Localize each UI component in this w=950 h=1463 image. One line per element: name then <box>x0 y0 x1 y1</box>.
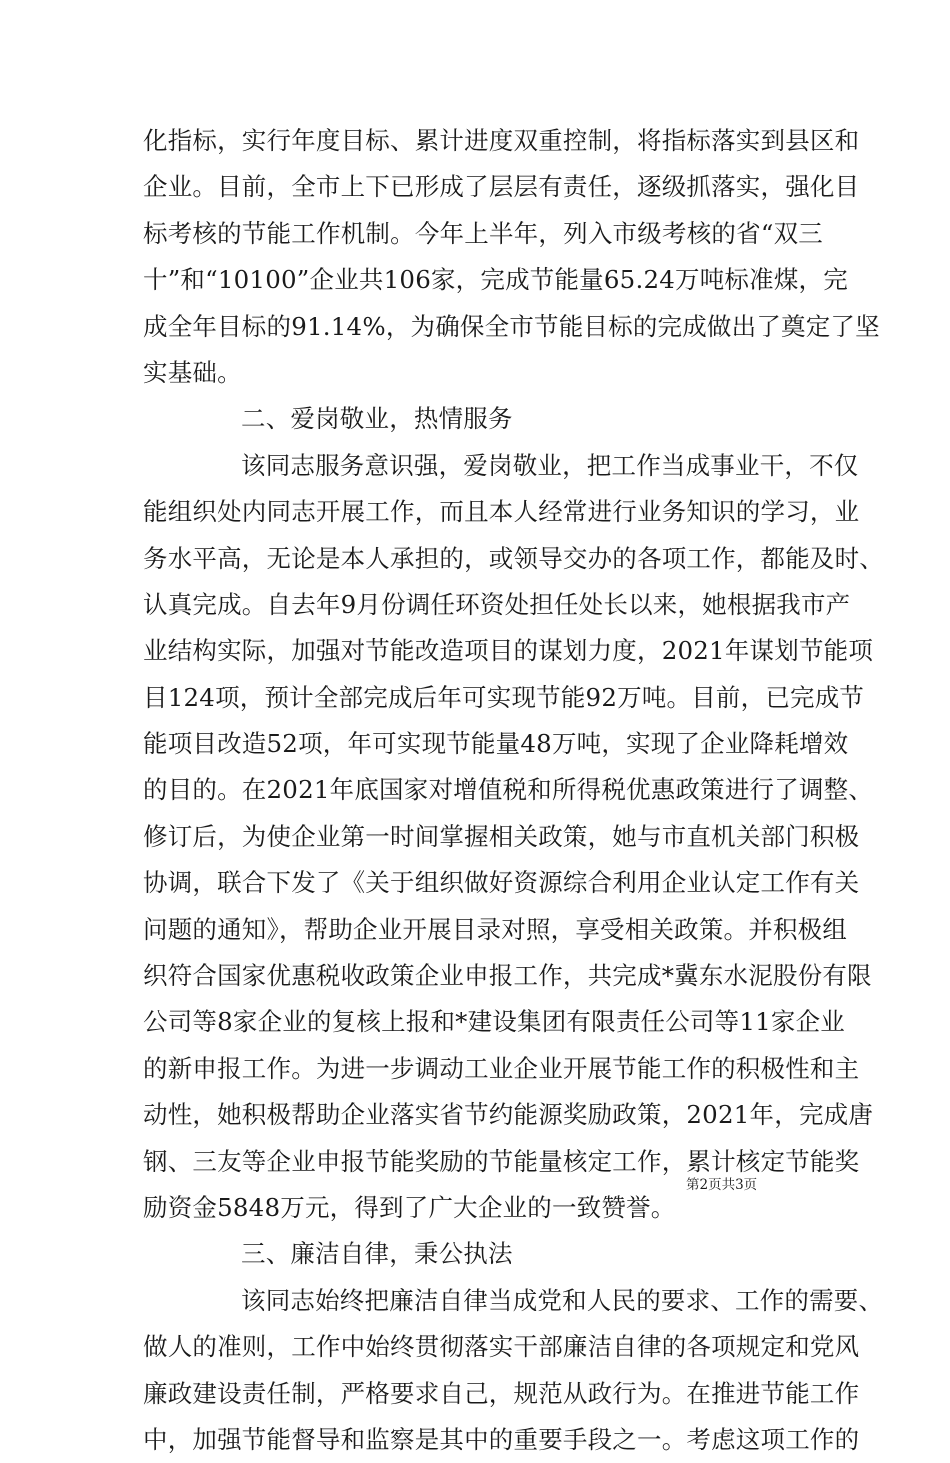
text-line: 能项目改造52项，年可实现节能量48万吨，实现了企业降耗增效 <box>143 729 849 759</box>
text-line: 业结构实际，加强对节能改造项目的谋划力度，2021年谋划节能项 <box>143 636 874 666</box>
text-line: 公司等8家企业的复核上报和*建设集团有限责任公司等11家企业 <box>143 1007 846 1037</box>
body-text <box>143 118 884 1463</box>
page-number: 第2页共3页 <box>686 1177 758 1193</box>
text-line: 励资金5848万元，得到了广大企业的一致赞誉。 <box>143 1192 676 1222</box>
text-line: 钢、三友等企业申报节能奖励的节能量核定工作，累计核定节能奖 <box>143 1146 860 1176</box>
text-line: 能组织处内同志开展工作，而且本人经常进行业务知识的学习，业 <box>143 497 860 527</box>
text-line: 做人的准则，工作中始终贯彻落实干部廉洁自律的各项规定和党风 <box>143 1332 860 1362</box>
text-line: 目124项，预计全部完成后年可实现节能92万吨。目前，已完成节 <box>143 682 865 712</box>
text-line: 廉政建设责任制，严格要求自己，规范从政行为。在推进节能工作 <box>143 1378 860 1408</box>
text-line: 协调，联合下发了《关于组织做好资源综合利用企业认定工作有关 <box>143 868 860 898</box>
text-line: 认真完成。自去年9月份调任环资处担任处长以来，她根据我市产 <box>143 589 851 619</box>
text-line: 企业。目前，全市上下已形成了层层有责任，逐级抓落实，强化目 <box>143 172 860 202</box>
text-line: 务水平高，无论是本人承担的，或领导交办的各项工作，都能及时、 <box>143 543 884 573</box>
text-line: 问题的通知》，帮助企业开展目录对照，享受相关政策。并积极组 <box>143 914 848 944</box>
text-line: 动性，她积极帮助企业落实省节约能源奖励政策，2021年，完成唐 <box>143 1100 874 1130</box>
paragraph-first-line: 该同志始终把廉洁自律当成党和人民的要求、工作的需要、 <box>241 1285 884 1315</box>
text-line: 化指标，实行年度目标、累计进度双重控制，将指标落实到县区和 <box>143 126 860 155</box>
text-line: 十”和“10100”企业共106家，完成节能量65.24万吨标准煤，完 <box>143 265 848 295</box>
paragraph-first-line: 该同志服务意识强，爱岗敬业，把工作当成事业干，不仅 <box>241 450 859 480</box>
text-line: 织符合国家优惠税收政策企业申报工作，共完成*冀东水泥股份有限 <box>143 961 872 991</box>
text-line: 的新申报工作。为进一步调动工业企业开展节能工作的积极性和主 <box>143 1053 860 1083</box>
text-line: 修订后，为使企业第一时间掌握相关政策，她与市直机关部门积极 <box>143 821 860 851</box>
text-line: 实基础。 <box>143 357 242 387</box>
text-line: 成全年目标的91.14%，为确保全市节能目标的完成做出了奠定了坚 <box>143 311 880 341</box>
section-heading: 二、爱岗敬业，热情服务 <box>241 404 513 434</box>
text-line: 中，加强节能督导和监察是其中的重要手段之一。考虑这项工作的 <box>143 1424 860 1454</box>
text-line: 标考核的节能工作机制。今年上半年，列入市级考核的省“双三 <box>143 218 823 248</box>
section-heading: 三、廉洁自律，秉公执法 <box>241 1239 513 1269</box>
text-line: 的目的。在2021年底国家对增值税和所得税优惠政策进行了调整、 <box>143 775 874 805</box>
